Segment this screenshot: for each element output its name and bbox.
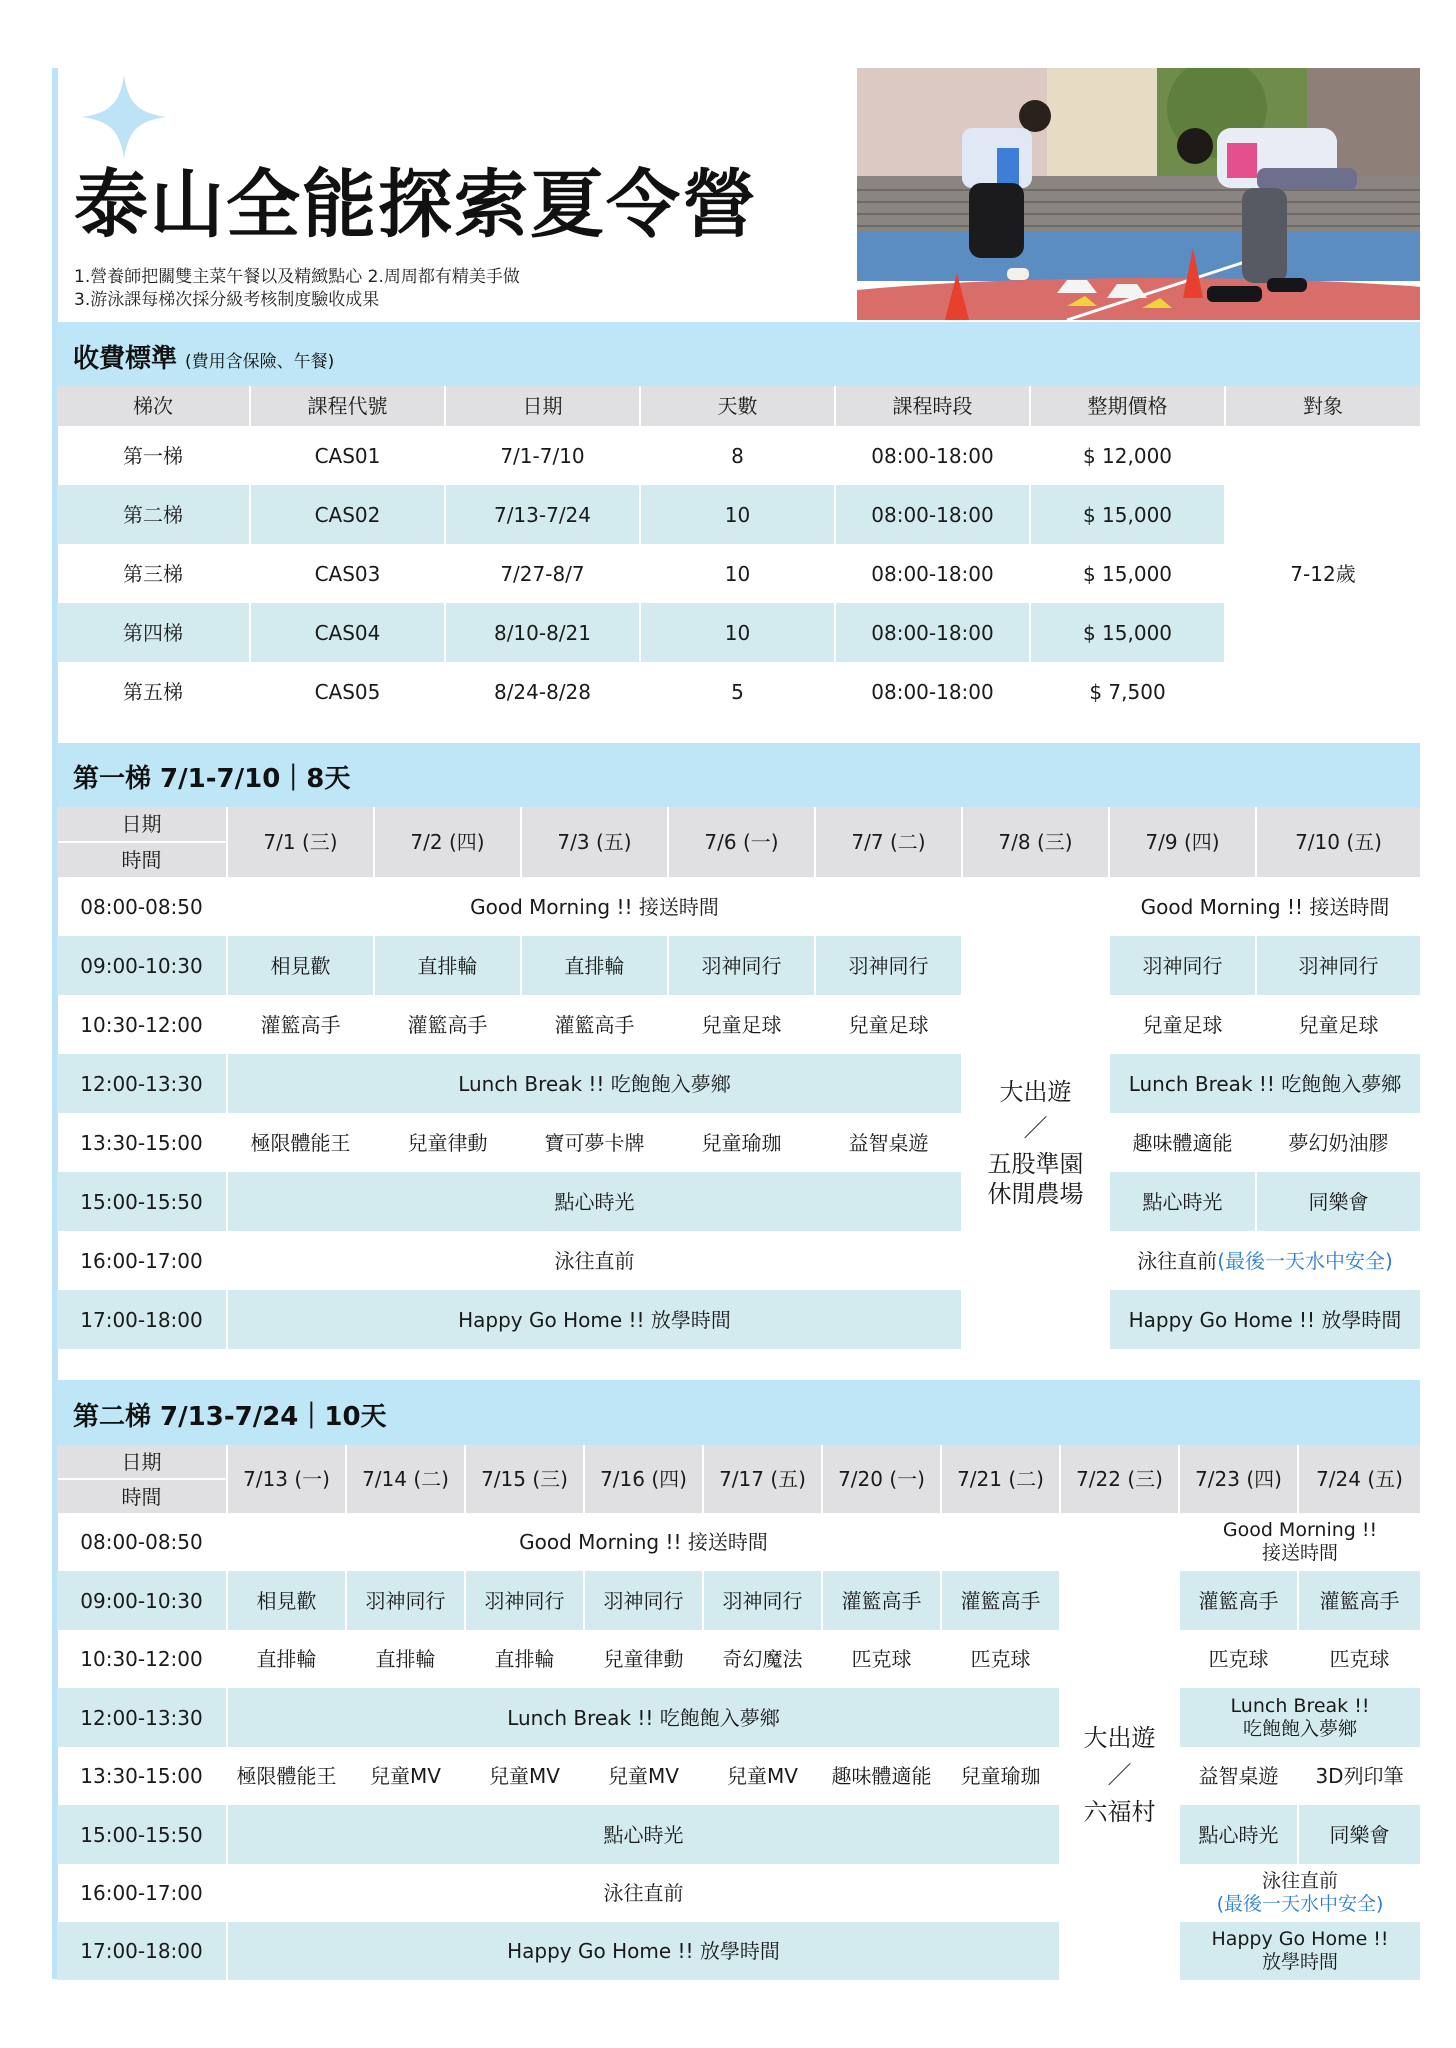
snack-block: 點心時光 (228, 1805, 1059, 1864)
page-title: 泰山全能探索夏令營 (74, 162, 758, 248)
reunion-block: 同樂會 (1299, 1805, 1420, 1864)
morning-line1: Good Morning !! (1222, 1519, 1378, 1542)
activity-cell: 兒童MV (370, 1764, 441, 1788)
activity-cell: 益智桌遊 (1198, 1764, 1279, 1788)
activity-cell: 匹克球 (851, 1647, 912, 1671)
fee-cell: 8 (731, 443, 744, 468)
home-block (1180, 1922, 1420, 1980)
home-block: Happy Go Home !! 放學時間 (1110, 1290, 1420, 1349)
session1-title: 第一梯 7/1-7/10｜8天 (73, 764, 351, 794)
activity-cell: 相見歡 (228, 936, 373, 995)
fee-section-title (73, 338, 334, 375)
activity-cell: 羽神同行 (466, 1571, 583, 1630)
time-label: 15:00-15:50 (57, 1805, 226, 1864)
activity-cell: 兒童足球 (1142, 1012, 1223, 1037)
fee-cell: $ 12,000 (1082, 443, 1173, 468)
fee-col-header: 課程代號 (251, 386, 444, 426)
home-line2: 放學時間 (1261, 1951, 1338, 1973)
trip-destination-line1: 五股準園 (987, 1149, 1084, 1178)
session2-title: 第二梯 7/13-7/24｜10天 (73, 1402, 387, 1432)
trip-destination-line2: 休閒農場 (987, 1179, 1084, 1208)
swim-block-last-day (1180, 1864, 1420, 1922)
activity-cell: 兒童足球 (848, 1012, 929, 1037)
activity-cell: 極限體能王 (250, 1130, 351, 1155)
home-block: Happy Go Home !! 放學時間 (228, 1290, 961, 1349)
day-header: 7/7 (二) (816, 807, 961, 877)
fee-cell: 08:00-18:00 (871, 679, 994, 704)
activity-cell: 趣味體適能 (831, 1764, 932, 1788)
lunch-block: Lunch Break !! 吃飽飽入夢鄉 (228, 1054, 961, 1113)
activity-cell: 夢幻奶油膠 (1288, 1130, 1389, 1155)
time-label: 09:00-10:30 (57, 936, 226, 995)
day-header: 7/8 (三) (963, 807, 1108, 877)
reunion-block: 同樂會 (1257, 1172, 1420, 1231)
activity-cell: 直排輪 (522, 936, 667, 995)
day-header: 7/2 (四) (375, 807, 520, 877)
day-header: 7/1 (三) (228, 807, 373, 877)
activity-cell: 奇幻魔法 (722, 1647, 803, 1671)
activity-cell: 直排輪 (256, 1647, 317, 1671)
lunch-block: Lunch Break !! 吃飽飽入夢鄉 (228, 1688, 1059, 1747)
fee-table (57, 386, 1420, 721)
day-header: 7/21 (二) (942, 1445, 1059, 1513)
activity-cell: 兒童MV (727, 1764, 798, 1788)
time-label: 08:00-08:50 (80, 1530, 203, 1554)
activity-cell: 灌籃高手 (942, 1571, 1059, 1630)
activity-cell: 灌籃高手 (823, 1571, 940, 1630)
time-label: 17:00-18:00 (57, 1922, 226, 1980)
activity-cell: 兒童律動 (603, 1647, 684, 1671)
time-label: 17:00-18:00 (57, 1290, 226, 1349)
activity-cell: 直排輪 (494, 1647, 555, 1671)
corner-time-label: 時間 (57, 843, 226, 877)
fee-cell: $ 7,500 (1089, 679, 1166, 704)
day-header: 7/10 (五) (1257, 807, 1420, 877)
lunch-block (1180, 1688, 1420, 1747)
activity-cell: 相見歡 (228, 1571, 345, 1630)
fee-subtitle-text: (費用含保險、午餐) (185, 352, 335, 372)
activity-cell: 灌籃高手 (554, 1012, 635, 1037)
fee-cell: 8/10-8/21 (446, 603, 639, 662)
activity-cell: 羽神同行 (704, 1571, 821, 1630)
snack-block: 點心時光 (228, 1172, 961, 1231)
session1-header (57, 743, 1420, 807)
session2-header (57, 1380, 1420, 1445)
activity-cell: 兒童MV (608, 1764, 679, 1788)
fee-cell: 08:00-18:00 (871, 561, 994, 586)
activity-cell: 兒童律動 (407, 1130, 488, 1155)
fee-cell: CAS01 (314, 443, 381, 468)
fee-cell: CAS03 (314, 561, 381, 586)
fee-col-header: 對象 (1226, 386, 1420, 426)
fee-cell: CAS05 (314, 679, 381, 704)
activity-cell: 兒童瑜珈 (701, 1130, 782, 1155)
time-label: 16:00-17:00 (80, 1881, 203, 1905)
day-header: 7/9 (四) (1110, 807, 1255, 877)
activity-cell: 寶可夢卡牌 (544, 1130, 645, 1155)
trip-title: 大出遊 (1083, 1723, 1156, 1752)
morning-line2: 接送時間 (1261, 1542, 1338, 1564)
activity-cell: 羽神同行 (347, 1571, 464, 1630)
activity-cell: 羽神同行 (1110, 936, 1255, 995)
activity-cell: 匹克球 (1329, 1647, 1390, 1671)
snack-block: 點心時光 (1180, 1805, 1297, 1864)
morning-block: Good Morning !! 接送時間 (519, 1530, 768, 1554)
day-header: 7/20 (一) (823, 1445, 940, 1513)
swim-block: 泳往直前 (554, 1248, 635, 1273)
activity-cell: 灌籃高手 (260, 1012, 341, 1037)
home-line1: Happy Go Home !! (1211, 1928, 1389, 1951)
time-label: 13:30-15:00 (80, 1764, 203, 1788)
trip-destination: 六福村 (1083, 1798, 1156, 1827)
lunch-block: Lunch Break !! 吃飽飽入夢鄉 (1110, 1054, 1420, 1113)
fee-cell: 10 (641, 485, 834, 544)
morning-block: Good Morning !! 接送時間 (1140, 894, 1390, 919)
bullet-line-1: 1.營養師把關雙主菜午餐以及精緻點心 2.周周都有精美手做 (74, 267, 520, 287)
activity-cell: 匹克球 (970, 1647, 1031, 1671)
fee-cell: 第五梯 (123, 679, 183, 704)
fee-cell: 第一梯 (123, 443, 183, 468)
time-label: 15:00-15:50 (57, 1172, 226, 1231)
trip-separator: ／ (1107, 1760, 1132, 1789)
lunch-line1: Lunch Break !! (1230, 1694, 1370, 1717)
activity-cell: 兒童瑜珈 (960, 1764, 1041, 1788)
fee-cell: 08:00-18:00 (836, 603, 1029, 662)
fee-cell: 7/13-7/24 (446, 485, 639, 544)
day-header: 7/23 (四) (1180, 1445, 1297, 1513)
time-label: 10:30-12:00 (80, 1012, 203, 1037)
fee-cell: 5 (731, 679, 744, 704)
fee-col-header: 整期價格 (1031, 386, 1224, 426)
fee-cell: CAS04 (251, 603, 444, 662)
activity-cell: 兒童足球 (701, 1012, 782, 1037)
fee-cell: 10 (641, 603, 834, 662)
fee-cell: 10 (724, 561, 751, 586)
bullet-line-2: 3.游泳課每梯次採分級考核制度驗收成果 (74, 290, 380, 310)
lunch-line2: 吃飽飽入夢鄉 (1242, 1717, 1357, 1740)
activity-cell: 直排輪 (375, 936, 520, 995)
fee-cell: $ 15,000 (1031, 603, 1224, 662)
corner-date-label: 日期 (57, 807, 226, 841)
activity-cell: 益智桌遊 (848, 1130, 929, 1155)
time-label: 13:30-15:00 (80, 1130, 203, 1155)
day-header: 7/16 (四) (585, 1445, 702, 1513)
day-header: 7/22 (三) (1061, 1445, 1178, 1513)
morning-block: Good Morning !! 接送時間 (470, 894, 719, 919)
day-header: 7/15 (三) (466, 1445, 583, 1513)
activity-cell: 灌籃高手 (1180, 1571, 1297, 1630)
fee-target-age: 7-12歲 (1290, 561, 1356, 586)
activity-cell: 兒童MV (489, 1764, 560, 1788)
swim-text: 泳往直前 (1261, 1870, 1338, 1893)
hero-photo (857, 68, 1420, 320)
home-block: Happy Go Home !! 放學時間 (228, 1922, 1059, 1980)
activity-cell: 灌籃高手 (1299, 1571, 1420, 1630)
swim-note: (最後一天水中安全) (1216, 1893, 1384, 1915)
fee-col-header: 課程時段 (836, 386, 1029, 426)
time-label: 12:00-13:30 (57, 1688, 226, 1747)
activity-cell: 直排輪 (375, 1647, 436, 1671)
activity-cell: 羽神同行 (1257, 936, 1420, 995)
fee-cell: 08:00-18:00 (836, 485, 1029, 544)
activity-cell: 羽神同行 (585, 1571, 702, 1630)
swim-block-last-day (1110, 1231, 1420, 1290)
diamond-icon (82, 75, 166, 159)
fee-col-header: 天數 (641, 386, 834, 426)
activity-cell: 羽神同行 (816, 936, 961, 995)
fee-cell: $ 15,000 (1082, 561, 1173, 586)
time-label: 10:30-12:00 (80, 1647, 203, 1671)
fee-cell: 08:00-18:00 (871, 443, 994, 468)
activity-cell: 兒童足球 (1298, 1012, 1379, 1037)
morning-block (1180, 1513, 1420, 1571)
session2-schedule-table (57, 1445, 1420, 1980)
activity-cell: 灌籃高手 (407, 1012, 488, 1037)
fee-cell: 7/27-8/7 (500, 561, 585, 586)
activity-cell: 羽神同行 (669, 936, 814, 995)
trip-separator: ／ (1023, 1113, 1048, 1142)
fee-cell: 第四梯 (57, 603, 249, 662)
snack-block: 點心時光 (1110, 1172, 1255, 1231)
fee-cell: $ 15,000 (1031, 485, 1224, 544)
day-header: 7/13 (一) (228, 1445, 345, 1513)
day-header: 7/17 (五) (704, 1445, 821, 1513)
field-trip-block (1061, 1571, 1178, 1980)
time-label: 08:00-08:50 (80, 894, 203, 919)
day-header: 7/6 (一) (669, 807, 814, 877)
feature-bullets (74, 266, 520, 312)
fee-col-header: 日期 (446, 386, 639, 426)
swim-text: 泳往直前 (1137, 1248, 1218, 1273)
activity-cell: 極限體能王 (236, 1764, 337, 1788)
fee-cell: 第三梯 (123, 561, 183, 586)
time-label: 12:00-13:30 (57, 1054, 226, 1113)
swim-note: (最後一天水中安全) (1217, 1248, 1393, 1273)
day-header: 7/3 (五) (522, 807, 667, 877)
activity-cell: 3D列印筆 (1315, 1764, 1404, 1788)
day-header: 7/14 (二) (347, 1445, 464, 1513)
fee-cell: 8/24-8/28 (493, 679, 592, 704)
fee-col-header: 梯次 (57, 386, 249, 426)
field-trip-block (963, 936, 1108, 1349)
swim-block: 泳往直前 (603, 1881, 684, 1905)
fee-cell: CAS02 (251, 485, 444, 544)
corner-date-label: 日期 (57, 1445, 226, 1478)
fee-title-text: 收費標準 (73, 344, 178, 374)
activity-cell: 趣味體適能 (1132, 1130, 1233, 1155)
corner-time-label: 時間 (57, 1480, 226, 1513)
day-header: 7/24 (五) (1299, 1445, 1420, 1513)
fee-cell: 7/1-7/10 (500, 443, 585, 468)
fee-cell: 第二梯 (57, 485, 249, 544)
time-label: 16:00-17:00 (80, 1248, 203, 1273)
time-label: 09:00-10:30 (57, 1571, 226, 1630)
session1-schedule-table (57, 807, 1420, 1351)
fee-section-header (57, 322, 1420, 386)
trip-title: 大出遊 (999, 1077, 1072, 1106)
activity-cell: 匹克球 (1208, 1647, 1269, 1671)
